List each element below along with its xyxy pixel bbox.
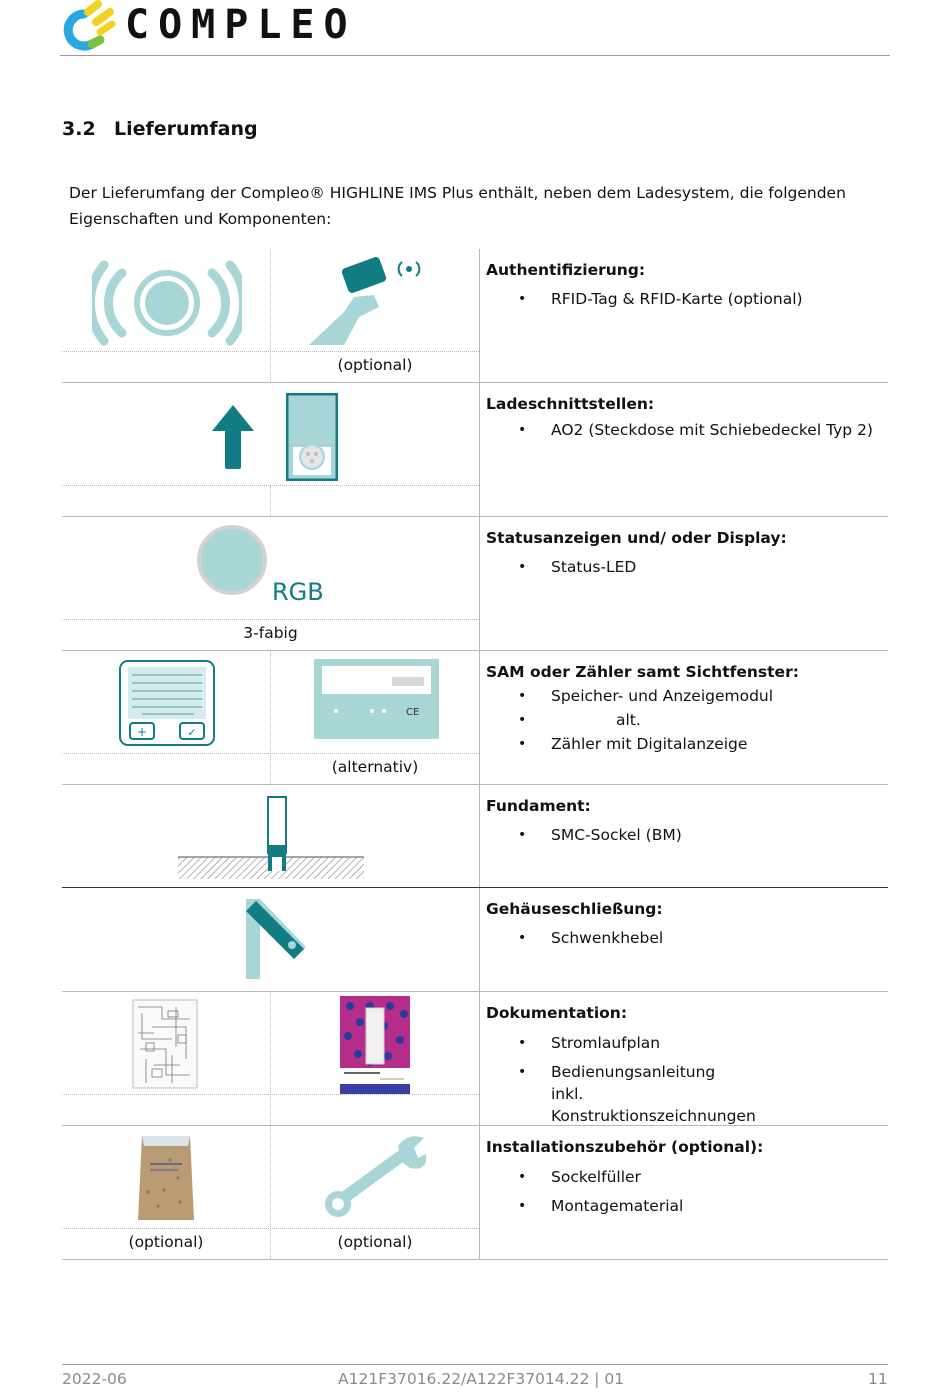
- arrow-up-icon: [208, 403, 258, 471]
- footer-divider: [62, 1364, 888, 1365]
- list-item: • Status-LED: [486, 556, 886, 578]
- row-title: Gehäuseschließung:: [486, 900, 663, 918]
- filler-bag-icon: [134, 1130, 198, 1226]
- swing-lever-icon: [242, 893, 312, 981]
- caption-optional: (optional): [128, 1233, 204, 1251]
- section-number: 3.2: [62, 118, 96, 140]
- rfid-card-hand-icon: [304, 257, 429, 347]
- row-description: [486, 663, 886, 755]
- caption-3-fabig: 3-fabig: [243, 624, 298, 642]
- row-title: SAM oder Zähler samt Sichtfenster:: [486, 663, 799, 681]
- table-row: [62, 888, 888, 992]
- list-item: • Bedienungsanleitung inkl. Konstruktionszeichnungen: [486, 1061, 751, 1127]
- logo: [62, 0, 132, 55]
- row-title: Fundament:: [486, 797, 591, 815]
- row-title: Authentifizierung:: [486, 261, 646, 279]
- row-description: [486, 1138, 886, 1217]
- caption-optional: (optional): [337, 356, 413, 374]
- row-description: [486, 1004, 886, 1127]
- delivery-table: [62, 249, 888, 1259]
- row-description: [486, 900, 886, 949]
- table-row: [62, 383, 888, 517]
- footer-doc-id: A121F37016.22/A122F37014.22 | 01: [338, 1370, 625, 1388]
- logo-icon: [62, 0, 122, 55]
- caption-alternativ: (alternativ): [331, 758, 419, 776]
- row-title: Ladeschnittstellen:: [486, 395, 655, 413]
- intro-paragraph: Der Lieferumfang der Compleo® HIGHLINE IMS Plus enthält, neben dem Ladesystem, die folgenden Eigenschaften und Komponenten:: [69, 184, 846, 228]
- table-row: [62, 1126, 888, 1260]
- rgb-label: RGB: [272, 578, 324, 606]
- table-row: [62, 785, 888, 888]
- row-title: Dokumentation:: [486, 1004, 628, 1022]
- row-title: Statusanzeigen und/ oder Display:: [486, 529, 787, 547]
- row-description: [486, 797, 886, 846]
- wrench-icon: [324, 1132, 428, 1222]
- list-item-continuation: • alt.: [486, 707, 886, 733]
- list-item: • Speicher- und Anzeigemodul: [486, 685, 886, 707]
- table-row: [62, 651, 888, 785]
- list-item: • RFID-Tag & RFID-Karte (optional): [486, 288, 886, 310]
- table-row: [62, 249, 888, 383]
- list-item: • Montagematerial: [486, 1195, 886, 1217]
- list-item: • Sockelfüller: [486, 1166, 886, 1188]
- logo-wordmark: COMPLEO: [125, 2, 357, 48]
- meter-icon: [314, 659, 439, 739]
- row-description: [486, 261, 886, 310]
- socket-icon: [286, 393, 338, 481]
- sam-display-icon: [118, 659, 216, 747]
- foundation-socket-icon: [178, 795, 364, 881]
- section-heading: [62, 118, 258, 140]
- manual-cover-icon: [340, 996, 410, 1094]
- section-title: Lieferumfang: [114, 118, 258, 140]
- svg-text:CE: CE: [406, 707, 420, 718]
- svg-text:+: +: [136, 725, 148, 739]
- circuit-diagram-icon: [132, 999, 198, 1089]
- list-item: • Schwenkhebel: [486, 927, 886, 949]
- rfid-signal-icon: [92, 257, 242, 349]
- list-item: • Stromlaufplan: [486, 1032, 886, 1054]
- list-item: • AO2 (Steckdose mit Schiebedeckel Typ 2): [486, 419, 886, 441]
- list-item: • SMC-Sockel (BM): [486, 824, 886, 846]
- page-number: 11: [868, 1370, 888, 1388]
- header-divider: [60, 55, 890, 56]
- table-row: [62, 517, 888, 651]
- row-title: Installationszubehör (optional):: [486, 1138, 764, 1156]
- footer-date: 2022-06: [62, 1370, 127, 1388]
- status-led-icon: [196, 524, 268, 596]
- caption-optional: (optional): [337, 1233, 413, 1251]
- list-item: • Zähler mit Digitalanzeige: [486, 733, 886, 755]
- table-row: [62, 992, 888, 1126]
- row-description: [486, 395, 886, 441]
- row-description: [486, 529, 886, 578]
- svg-text:✓: ✓: [187, 726, 197, 739]
